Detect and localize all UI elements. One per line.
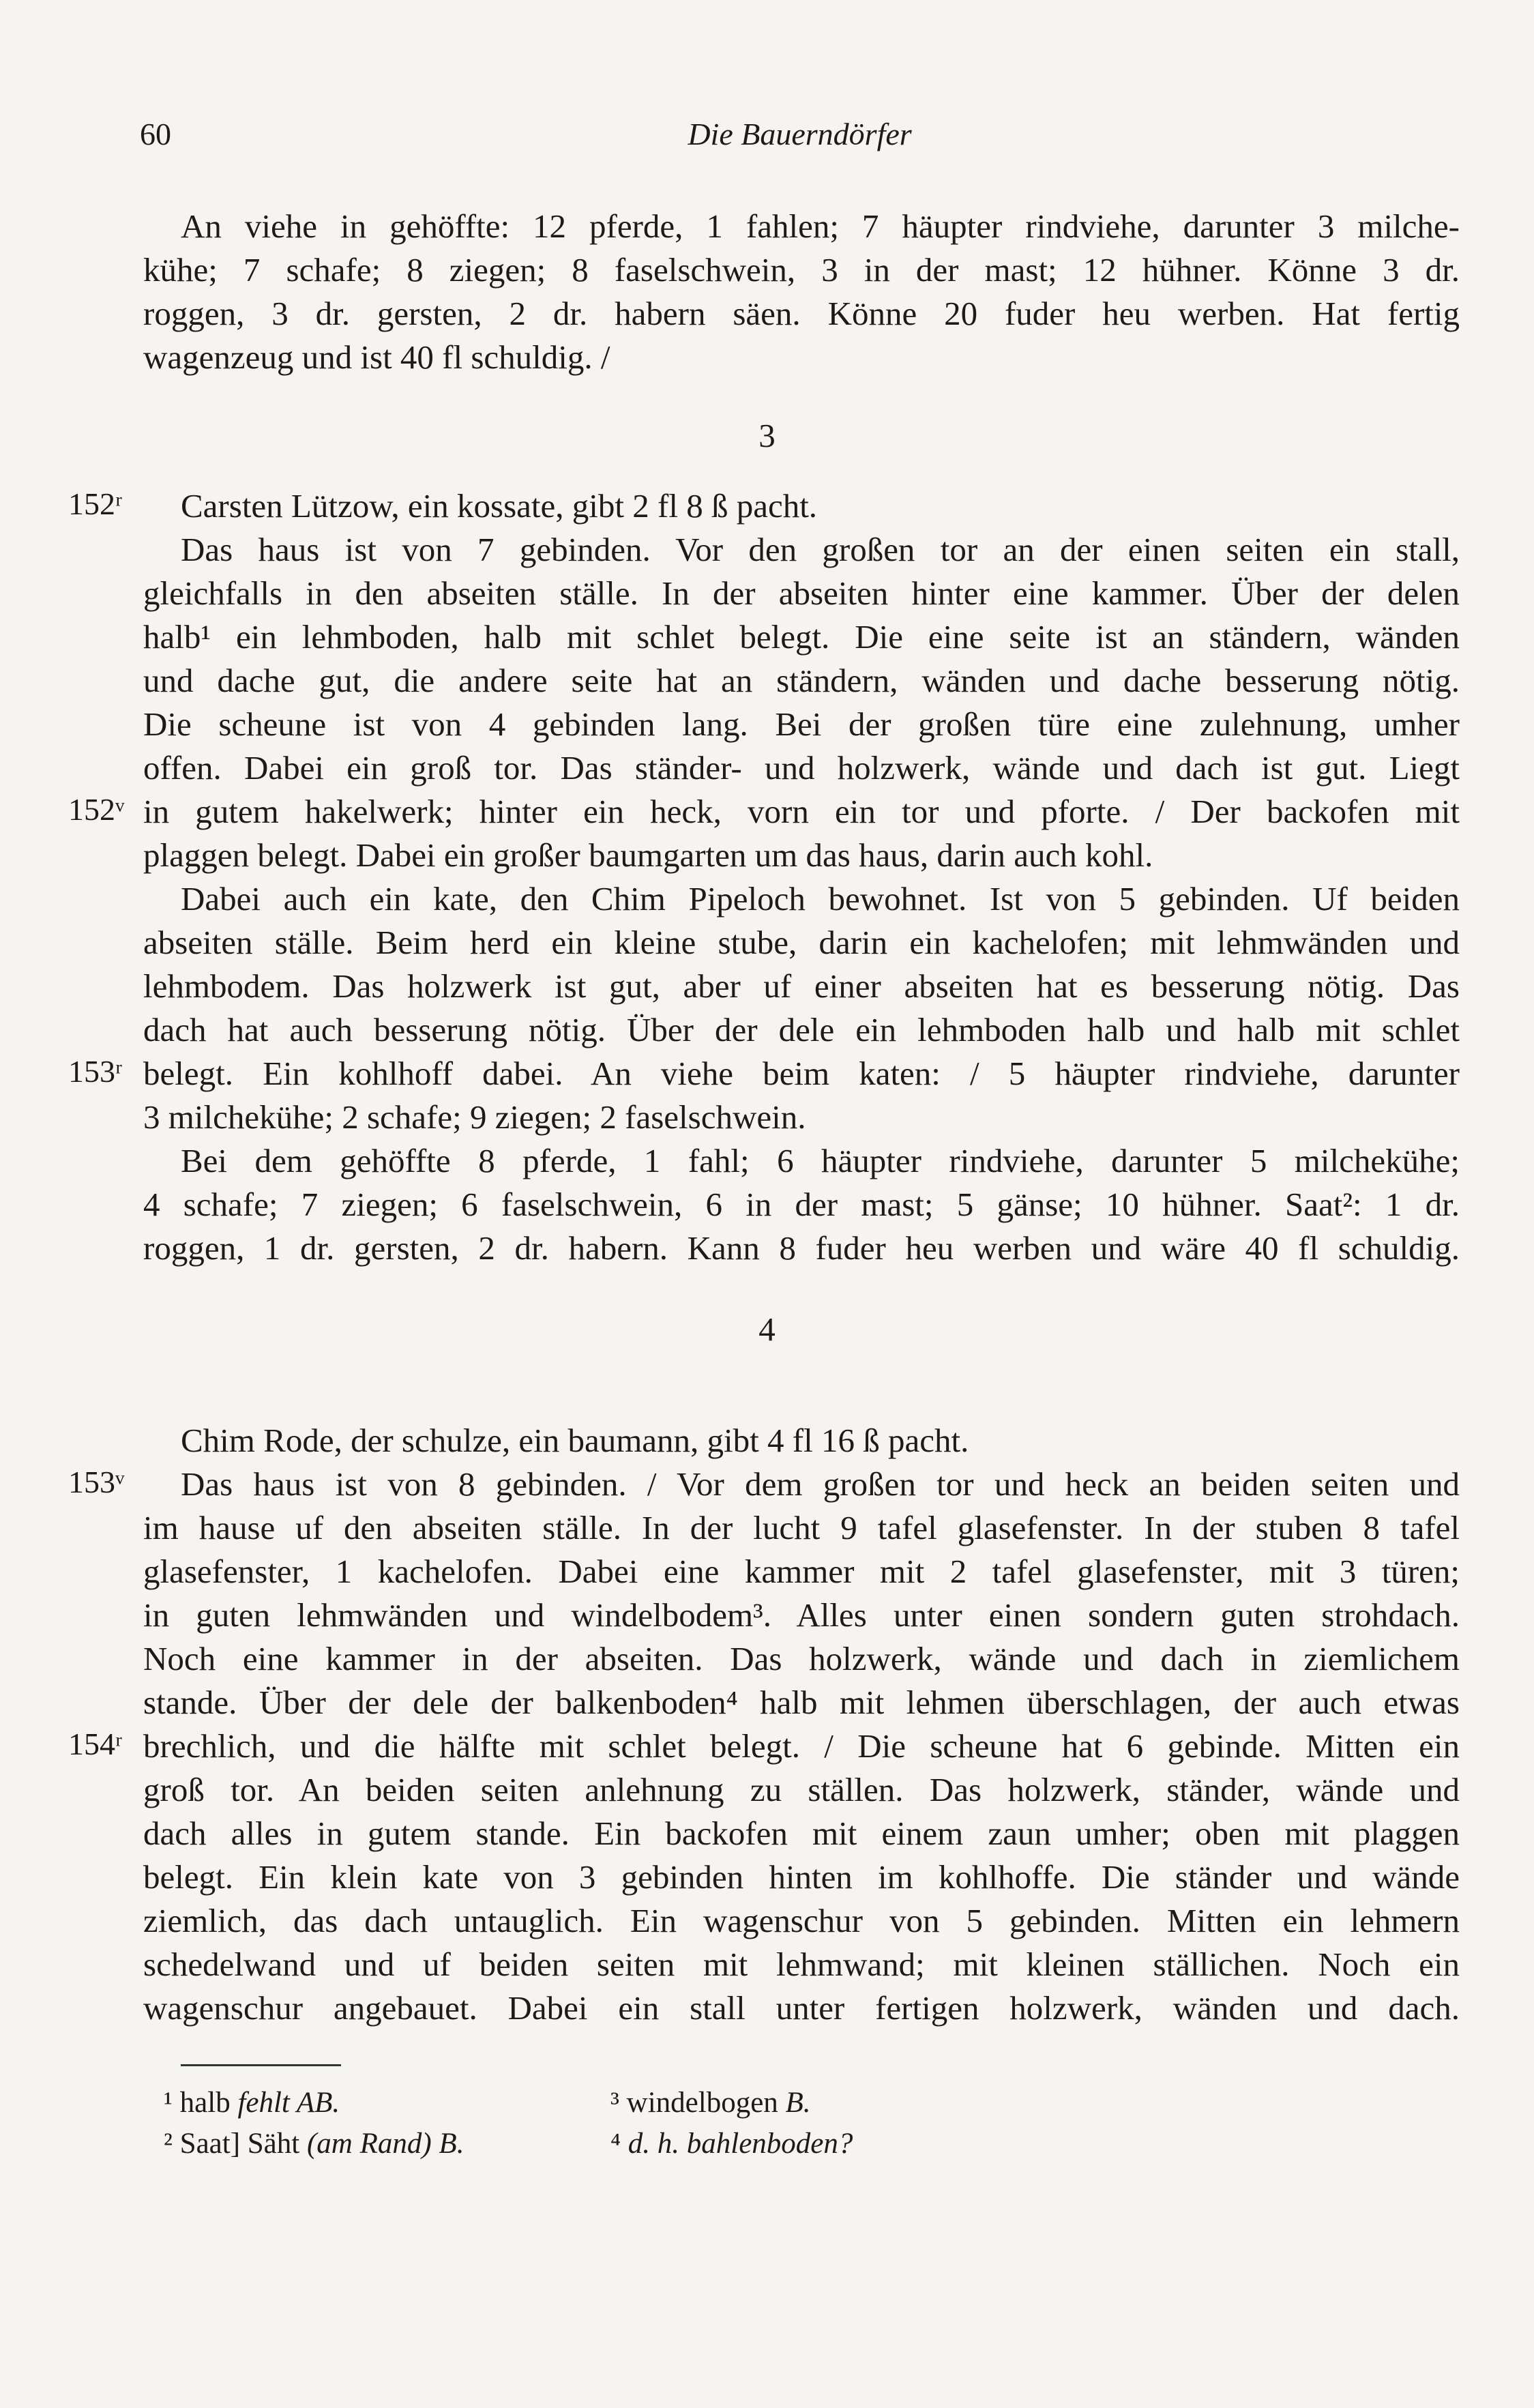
text-line: dach alles in gutem stande. Ein backofen mit einem zaun umher; oben mit plaggen <box>143 1815 1460 1852</box>
margin-folio: 154ʳ <box>68 1727 122 1761</box>
footnote-2 <box>164 2127 464 2160</box>
footnote-mark: ⁴ <box>610 2128 621 2160</box>
footnote-italic: d. h. bahlenboden? <box>628 2128 853 2160</box>
text-line: Chim Rode, der schulze, ein baumann, gibt 4 fl 16 ß pacht. <box>181 1422 969 1459</box>
text-line: kühe; 7 schafe; 8 ziegen; 8 faselschwein, 3 in der mast; 12 hühner. Könne 3 dr. <box>143 251 1460 289</box>
footnote-3 <box>610 2086 811 2119</box>
text-line: lehmbodem. Das holzwerk ist gut, aber uf einer abseiten hat es besserung nötig. Das <box>143 967 1460 1005</box>
text-line: Dabei auch ein kate, den Chim Pipeloch bewohnet. Ist von 5 gebinden. Uf beiden <box>181 880 1460 917</box>
text-line: abseiten ställe. Beim herd ein kleine stube, darin ein kachelofen; mit lehmwänden und <box>143 924 1460 961</box>
footnote-4 <box>610 2127 853 2160</box>
text-line: Carsten Lützow, ein kossate, gibt 2 fl 8 ß pacht. <box>181 487 818 525</box>
margin-folio: 153ʳ <box>68 1054 122 1089</box>
footnote-italic: fehlt AB. <box>237 2087 340 2119</box>
text-line: belegt. Ein kohlhoff dabei. An viehe beim katen: / 5 häupter rindviehe, darunter <box>143 1055 1460 1092</box>
footnote-italic: B. <box>785 2087 811 2119</box>
text-line: roggen, 1 dr. gersten, 2 dr. habern. Kann 8 fuder heu werben und wäre 40 fl schuldig. <box>143 1229 1460 1267</box>
text-line: plaggen belegt. Dabei ein großer baumgarten um das haus, darin auch kohl. <box>143 836 1153 874</box>
section-number: 3 <box>758 417 776 454</box>
text-line: in gutem hakelwerk; hinter ein heck, vorn ein tor und pforte. / Der backofen mit <box>143 793 1460 830</box>
text-line: An viehe in gehöffte: 12 pferde, 1 fahlen; 7 häupter rindviehe, darunter 3 milche- <box>181 207 1460 245</box>
text-line: im hause uf den abseiten ställe. In der lucht 9 tafel glasefenster. In der stuben 8 tafel <box>143 1509 1460 1546</box>
text-line: und dache gut, die andere seite hat an ständern, wänden und dache besserung nötig. <box>143 662 1460 699</box>
text-line: schedelwand und uf beiden seiten mit lehmwand; mit kleinen ställichen. Noch ein <box>143 1946 1460 1983</box>
text-line: ziemlich, das dach untauglich. Ein wagenschur von 5 gebinden. Mitten ein lehmern <box>143 1902 1460 1939</box>
footnote-1 <box>164 2086 340 2119</box>
footnote-text: halb <box>179 2087 238 2119</box>
text-line: wagenschur angebauet. Dabei ein stall unter fertigen holzwerk, wänden und dach. <box>143 1989 1460 2027</box>
text-line: 4 schafe; 7 ziegen; 6 faselschwein, 6 in der mast; 5 gänse; 10 hühner. Saat²: 1 dr. <box>143 1186 1460 1223</box>
footnote-text: Saat] Säht <box>179 2128 307 2160</box>
footnote-rule <box>181 2064 341 2066</box>
margin-folio: 153ᵛ <box>68 1465 125 1499</box>
page-header <box>140 116 1460 164</box>
text-line: glasefenster, 1 kachelofen. Dabei eine kammer mit 2 tafel glasefenster, mit 3 türen; <box>143 1553 1460 1590</box>
footnote-mark: ¹ <box>164 2087 173 2119</box>
text-line: in guten lehmwänden und windelbodem³. Alles unter einen sondern guten strohdach. <box>143 1596 1460 1634</box>
text-line: groß tor. An beiden seiten anlehnung zu ställen. Das holzwerk, ständer, wände und <box>143 1771 1460 1808</box>
text-line: 3 milchekühe; 2 schafe; 9 ziegen; 2 faselschwein. <box>143 1098 806 1136</box>
text-line: Das haus ist von 8 gebinden. / Vor dem großen tor und heck an beiden seiten und <box>181 1465 1460 1503</box>
text-line: brechlich, und die hälfte mit schlet belegt. / Die scheune hat 6 gebinde. Mitten ein <box>143 1727 1460 1765</box>
text-line: wagenzeug und ist 40 fl schuldig. / <box>143 338 610 376</box>
running-title: Die Bauerndörfer <box>688 117 912 151</box>
section-number: 4 <box>758 1310 776 1348</box>
margin-folio: 152ᵛ <box>68 792 125 827</box>
text-line: halb¹ ein lehmboden, halb mit schlet belegt. Die eine seite ist an ständern, wänden <box>143 618 1460 656</box>
text-line: Das haus ist von 7 gebinden. Vor den großen tor an der einen seiten ein stall, <box>181 531 1460 568</box>
footnote-text: windelbogen <box>626 2087 786 2119</box>
text-line: Bei dem gehöffte 8 pferde, 1 fahl; 6 häupter rindviehe, darunter 5 milchekühe; <box>181 1142 1460 1179</box>
margin-folio: 152ʳ <box>68 486 122 521</box>
text-line: Die scheune ist von 4 gebinden lang. Bei der großen türe eine zulehnung, umher <box>143 705 1460 743</box>
text-line: offen. Dabei ein groß tor. Das ständer- und holzwerk, wände und dach ist gut. Liegt <box>143 749 1460 787</box>
text-line: belegt. Ein klein kate von 3 gebinden hinten im kohlhoffe. Die ständer und wände <box>143 1858 1460 1896</box>
text-line: roggen, 3 dr. gersten, 2 dr. habern säen. Könne 20 fuder heu werben. Hat fertig <box>143 295 1460 332</box>
text-line: gleichfalls in den abseiten ställe. In der abseiten hinter eine kammer. Über der delen <box>143 574 1460 612</box>
text-line: dach hat auch besserung nötig. Über der dele ein lehmboden halb und halb mit schlet <box>143 1011 1460 1048</box>
footnote-mark: ³ <box>610 2087 619 2119</box>
footnote-italic: (am Rand) B. <box>306 2128 464 2160</box>
page-number: 60 <box>140 117 171 151</box>
text-line: stande. Über der dele der balkenboden⁴ halb mit lehmen überschlagen, der auch etwas <box>143 1684 1460 1721</box>
text-line: Noch eine kammer in der abseiten. Das holzwerk, wände und dach in ziemlichem <box>143 1640 1460 1677</box>
footnote-mark: ² <box>164 2128 173 2160</box>
